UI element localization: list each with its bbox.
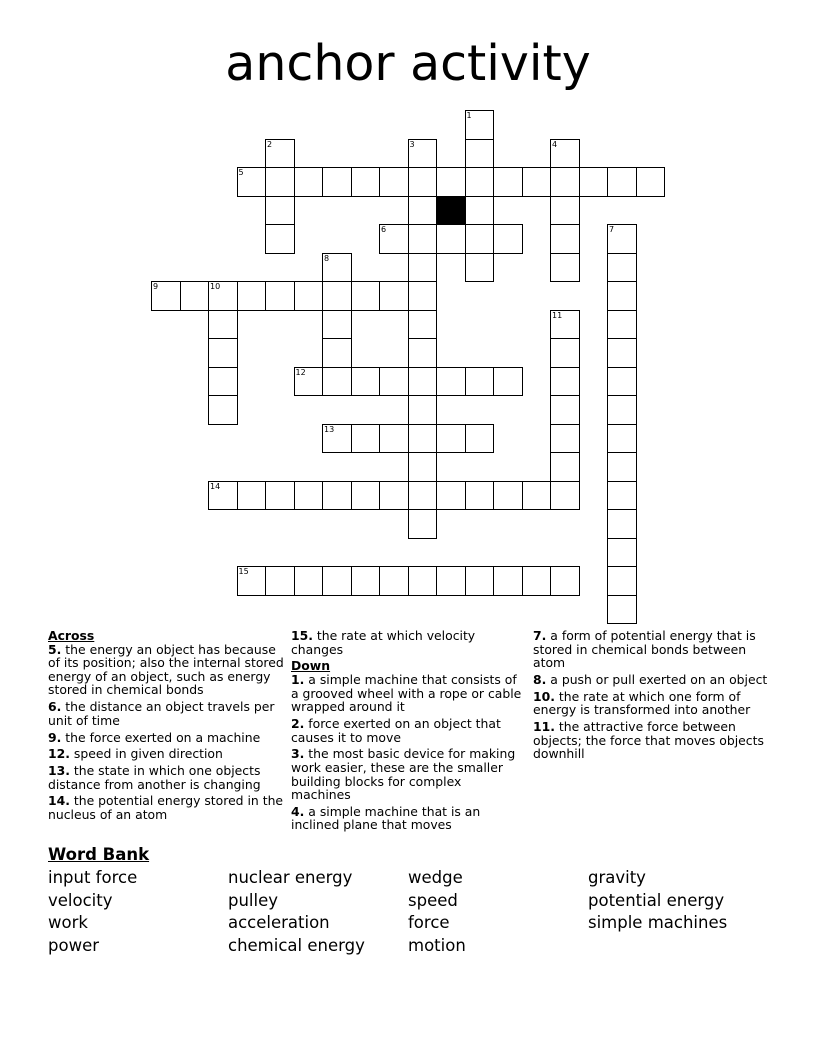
crossword-cell[interactable] [351,481,381,511]
crossword-cell[interactable] [550,253,580,283]
crossword-cell[interactable] [550,310,580,340]
clue-number: 2 [267,139,273,149]
crossword-cell[interactable] [607,224,637,254]
crossword-cell[interactable] [237,167,267,197]
crossword-cell[interactable] [607,395,637,425]
crossword-cell[interactable] [607,367,637,397]
down-clue-4: 4. a simple machine that is an inclined plane that moves [291,803,481,833]
down-clue-7: 7. a form of potential energy that is stored in chemical bonds between atom [533,628,756,671]
word-bank-column-1 [48,867,137,958]
crossword-cell[interactable] [436,224,466,254]
black-square [436,196,466,226]
crossword-cell[interactable] [322,281,352,311]
crossword-cell[interactable] [351,367,381,397]
word-bank-item: potential energy [588,890,725,910]
crossword-cell[interactable] [522,566,552,596]
crossword-cell[interactable] [351,424,381,454]
crossword-cell[interactable] [294,566,324,596]
word-bank-item: work [48,913,88,933]
crossword-cell[interactable] [550,566,580,596]
crossword-cell[interactable] [522,167,552,197]
crossword-cell[interactable] [408,224,438,254]
word-bank-title: Word Bank [48,845,150,864]
crossword-cell[interactable] [607,538,637,568]
crossword-cell[interactable] [465,253,495,283]
down-clue-3: 3. the most basic device for making work easier, these are the smaller building blocks for complex machines [291,746,516,803]
crossword-cell[interactable] [607,566,637,596]
crossword-cell[interactable] [408,338,438,368]
crossword-cell[interactable] [351,167,381,197]
crossword-cell[interactable] [550,224,580,254]
down-heading: Down [291,658,331,674]
crossword-cell[interactable] [379,424,409,454]
crossword-cell[interactable] [465,196,495,226]
crossword-cell[interactable] [408,253,438,283]
word-bank-item: speed [408,890,458,910]
crossword-cell[interactable] [408,139,438,169]
crossword-cell[interactable] [607,481,637,511]
crossword-cell[interactable] [550,139,580,169]
word-bank-item: nuclear energy [228,868,353,887]
word-bank-item: wedge [408,868,463,887]
crossword-cell[interactable] [436,566,466,596]
clue-number: 12 [295,367,306,377]
crossword-cell[interactable] [379,167,409,197]
word-bank-item: velocity [48,890,113,910]
crossword-cell[interactable] [151,281,181,311]
down-clue-8: 8. a push or pull exerted on an object [533,671,768,687]
crossword-cell[interactable] [607,310,637,340]
crossword-cell[interactable] [379,367,409,397]
crossword-cell[interactable] [579,167,609,197]
crossword-cell[interactable] [550,424,580,454]
crossword-cell[interactable] [237,566,267,596]
crossword-cell[interactable] [465,110,495,140]
down-clue-11: 11. the attractive force between objects; the force that moves objects downhill [533,719,764,762]
clue-number: 15 [238,567,249,576]
crossword-cell[interactable] [322,338,352,368]
crossword-cell[interactable] [465,224,495,254]
crossword-cell[interactable] [322,424,352,454]
crossword-cell[interactable] [265,167,295,197]
word-bank-column-2 [228,867,365,958]
crossword-cell[interactable] [465,367,495,397]
crossword-cell[interactable] [493,167,523,197]
crossword-cell[interactable] [493,566,523,596]
crossword-cell[interactable] [493,367,523,397]
crossword-cell[interactable] [408,367,438,397]
crossword-cell[interactable] [322,167,352,197]
crossword-cell[interactable] [322,481,352,511]
crossword-cell[interactable] [493,481,523,511]
word-bank-column-3 [408,867,466,958]
crossword-cell[interactable] [465,167,495,197]
word-bank-item: acceleration [228,913,330,933]
crossword-cell[interactable] [550,167,580,197]
crossword-cell[interactable] [465,481,495,511]
clue-number: 10 [210,282,221,291]
crossword-cell[interactable] [607,452,637,482]
crossword-cell[interactable] [351,281,381,311]
crossword-cell[interactable] [408,452,438,482]
crossword-cell[interactable] [265,481,295,511]
crossword-cell[interactable] [436,481,466,511]
crossword-cell[interactable] [408,395,438,425]
crossword-cell[interactable] [237,481,267,511]
word-bank-item: power [48,936,99,956]
crossword-cell[interactable] [607,338,637,368]
across-clue-14: 14. the potential energy stored in the nucleus of an atom [48,793,284,823]
word-bank-item: simple machines [588,913,728,933]
crossword-cell[interactable] [322,310,352,340]
crossword-cell[interactable] [408,509,438,539]
down-clue-1: 1. a simple machine that consists of a grooved wheel with a rope or cable wrapped around it [291,671,522,715]
crossword-cell[interactable] [208,481,238,511]
crossword-cell[interactable] [436,424,466,454]
clue-number: 13 [324,424,335,434]
crossword-cell[interactable] [379,224,409,254]
crossword-cell[interactable] [493,224,523,254]
crossword-cell[interactable] [607,595,637,625]
page-title: anchor activity [225,35,591,92]
clue-number: 1 [466,111,472,120]
clue-number: 7 [609,225,615,234]
crossword-cell[interactable] [208,310,238,340]
crossword-cell[interactable] [294,481,324,511]
crossword-cell[interactable] [351,566,381,596]
crossword-cell[interactable] [550,338,580,368]
crossword-cell[interactable] [465,424,495,454]
crossword-cell[interactable] [436,367,466,397]
crossword-cell[interactable] [265,281,295,311]
clue-number: 8 [324,253,330,263]
word-bank-item: motion [408,936,466,956]
crossword-cell[interactable] [636,167,666,197]
word-bank-item: chemical energy [228,936,365,956]
across-clue-13: 13. the state in which one objects distance from another is changing [48,763,261,792]
crossword-cell[interactable] [322,253,352,283]
down-clue-2: 2. force exerted on an object that causes it to move [291,715,501,745]
across-heading: Across [48,628,95,643]
crossword-cell[interactable] [607,167,637,197]
across-clue-5: 5. the energy an object has because of its position; also the internal stored energy of an object, such as energy stored in chemical bonds [48,641,284,698]
crossword-cell[interactable] [550,367,580,397]
crossword-cell[interactable] [379,566,409,596]
word-bank-item: force [408,913,450,933]
crossword-cell[interactable] [550,452,580,482]
crossword-cell[interactable] [208,367,238,397]
clue-number: 3 [409,139,415,149]
crossword-cell[interactable] [465,139,495,169]
down-clue-10: 10. the rate at which one form of energy is transformed into another [533,688,751,718]
crossword-cell[interactable] [465,566,495,596]
crossword-cell[interactable] [265,224,295,254]
crossword-cell[interactable] [436,167,466,197]
crossword-cell[interactable] [379,281,409,311]
crossword-cell[interactable] [208,395,238,425]
across-clue-15: 15. the rate at which velocity changes [291,628,476,657]
crossword-cell[interactable] [607,281,637,311]
crossword-cell[interactable] [379,481,409,511]
clue-number: 4 [552,139,558,149]
crossword-cell[interactable] [322,367,352,397]
crossword-cell[interactable] [180,281,210,311]
crossword-cell[interactable] [265,566,295,596]
word-bank-item: pulley [228,890,279,910]
crossword-cell[interactable] [294,167,324,197]
crossword-cell[interactable] [408,424,438,454]
across-clue-6: 6. the distance an object travels per unit of time [48,699,275,728]
crossword-cell[interactable] [607,424,637,454]
crossword-cell[interactable] [550,481,580,511]
clue-number: 6 [381,225,387,234]
crossword-cell[interactable] [550,395,580,425]
down-clues-column-3 [533,629,769,764]
clue-number: 5 [238,168,244,177]
across-clue-12: 12. speed in given direction [48,746,223,762]
crossword-cell[interactable] [522,481,552,511]
crossword-cell[interactable] [265,196,295,226]
crossword-cell[interactable] [265,139,295,169]
crossword-cell[interactable] [208,338,238,368]
across-clues-column-1 [48,629,284,825]
word-bank-column-4 [588,867,727,935]
clue-number: 11 [552,310,563,320]
crossword-cell[interactable] [408,310,438,340]
clue-number: 9 [153,282,159,291]
crossword-cell[interactable] [408,196,438,226]
crossword-cell[interactable] [322,566,352,596]
crossword-cell[interactable] [408,481,438,511]
word-bank-item: gravity [588,868,646,887]
crossword-cell[interactable] [237,281,267,311]
crossword-cell[interactable] [607,253,637,283]
crossword-cell[interactable] [408,281,438,311]
crossword-cell[interactable] [294,367,324,397]
crossword-cell[interactable] [208,281,238,311]
crossword-cell[interactable] [408,566,438,596]
crossword-cell[interactable] [294,281,324,311]
clue-number: 14 [210,481,221,491]
crossword-cell[interactable] [408,167,438,197]
word-bank-item: input force [48,868,138,887]
crossword-cell[interactable] [550,196,580,226]
clues-column-2 [291,629,523,835]
across-clue-9: 9. the force exerted on a machine [48,729,261,745]
crossword-cell[interactable] [607,509,637,539]
